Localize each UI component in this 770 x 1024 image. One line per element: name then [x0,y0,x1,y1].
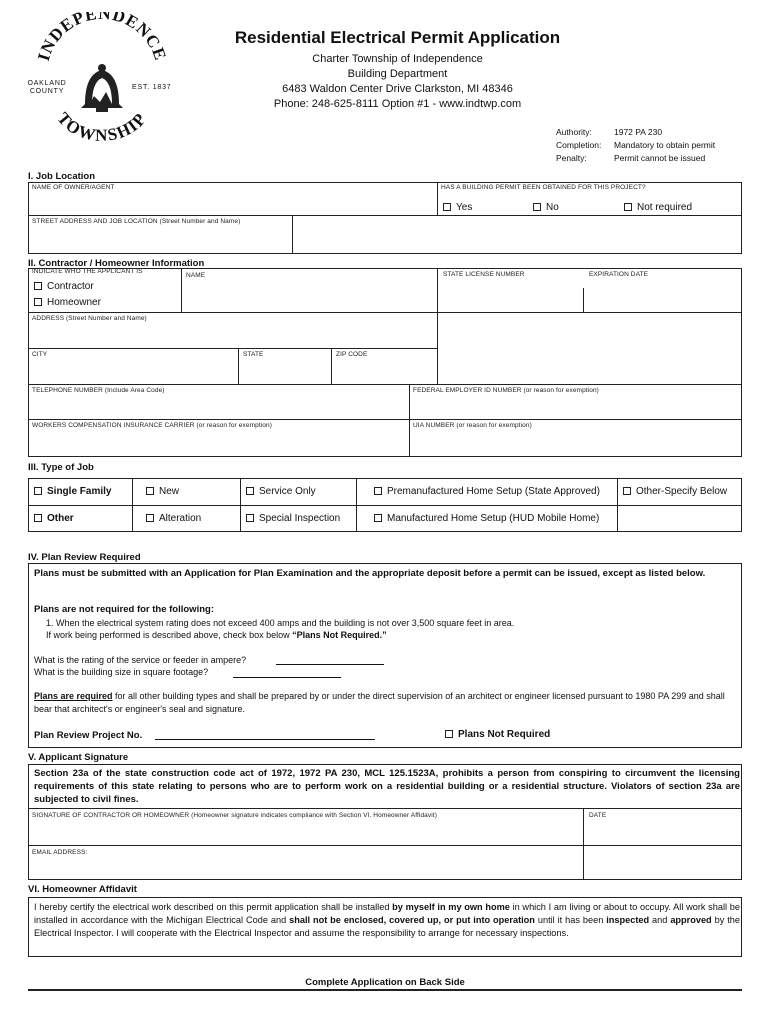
authority-value: 1972 PA 230 [614,127,663,137]
affidavit-text: I hereby certify the electrical work described on this permit application shall be installed by myself in my own home in which I am living or about to occupy. All work shall be installed in accordance with the Michigan Electrical Code and shall not be enclosed, covered up, or put into operation until it has been inspected and approved by the Electrical Inspector. I will cooperate with the Electrical Inspector and assume the responsibility to arrange for necessary inspections. [34,902,741,938]
owner-name-field[interactable] [30,192,435,214]
section-plan-review-title: IV. Plan Review Required [28,552,141,563]
email-label: EMAIL ADDRESS: [32,849,88,856]
logo-left-text-1: OAKLAND [27,80,67,87]
permit-question-label: HAS A BUILDING PERMIT BEEN OBTAINED FOR THIS PROJECT? [441,184,646,191]
new-checkbox[interactable]: New [146,486,179,497]
authority-label: Authority: [556,127,592,137]
contractor-address-label: ADDRESS (Street Number and Name) [32,315,147,322]
completion-label: Completion: [556,140,602,150]
workers-comp-field[interactable] [30,430,407,455]
other-specify-checkbox[interactable]: Other-Specify Below [623,486,727,497]
service-only-checkbox[interactable]: Service Only [246,486,316,497]
svg-text:INDEPENDENCE: INDEPENDENCE [33,12,171,64]
workers-comp-label: WORKERS COMPENSATION INSURANCE CARRIER (or reason for exemption) [32,422,272,429]
zip-code-label: ZIP CODE [336,351,368,358]
header-line-2: Building Department [347,68,448,80]
applicant-type-label: INDICATE WHO THE APPLICANT IS [32,268,143,275]
license-number-field[interactable] [440,288,581,311]
state-label: STATE [243,351,264,358]
form-title: Residential Electrical Permit Application [234,28,561,47]
manufactured-checkbox[interactable]: Manufactured Home Setup (HUD Mobile Home) [374,513,599,524]
permit-not-required-checkbox[interactable]: Not required [624,202,692,213]
permit-no-checkbox[interactable]: No [533,202,559,213]
special-inspection-checkbox[interactable]: Special Inspection [246,513,340,524]
penalty-value: Permit cannot be issued [614,153,706,163]
plan-exception-item-1: 1. When the electrical system rating does not exceed 400 amps and the building is not over 3,500 square feet in area. [46,618,515,628]
building-size-question: What is the building size in square footage? [34,667,209,677]
service-rating-question: What is the rating of the service or feeder in ampere? [34,655,247,665]
service-rating-field[interactable] [276,653,384,665]
zip-code-field[interactable] [333,359,435,383]
uia-number-label: UIA NUMBER (or reason for exemption) [413,422,532,429]
plan-review-project-field[interactable] [155,726,375,740]
township-logo [22,12,182,147]
applicant-name-field[interactable] [184,280,435,311]
logo-right-text: EST. 1837 [132,84,172,91]
uia-number-field[interactable] [411,430,740,455]
footer-note: Complete Application on Back Side [305,977,465,988]
section-contractor-title: II. Contractor / Homeowner Information [28,258,205,269]
street-address-label: STREET ADDRESS AND JOB LOCATION (Street Number and Name) [32,218,241,225]
bell-icon [81,64,123,112]
plans-not-required-checkbox[interactable]: Plans Not Required [445,729,550,740]
telephone-label: TELEPHONE NUMBER (Include Area Code) [32,387,165,394]
licensing-statement: Section 23a of the state construction code act of 1972, 1972 PA 230, MCL 125.1523A, prohibits a person from conspiring to circumvent the licensing requirements of this state relating to persons who are to perform work on a residential building or a residential structure. Violators of section 23a are subjected to civil fines. [34,768,740,805]
authority-block [556,126,715,165]
owner-name-label: NAME OF OWNER/AGENT [32,184,115,191]
state-field[interactable] [240,359,329,383]
premanufactured-checkbox[interactable]: Premanufactured Home Setup (State Approved) [374,486,600,497]
plans-required-text: Plans are required for all other building types and shall be prepared by or under the direct supervision of an architect or engineer licensed pursuant to 1980 PA 299 and shall bear that architect's or engineer's seal and signature. [34,691,725,714]
section-affidavit-title: VI. Homeowner Affidavit [28,884,137,895]
plan-exception-note: If work being performed is described above, check box below “Plans Not Required.” [46,630,387,640]
other-job-checkbox[interactable]: Other [34,513,74,524]
job-location-field[interactable] [294,217,740,252]
section-signature-title: V. Applicant Signature [28,752,129,763]
fein-label: FEDERAL EMPLOYER ID NUMBER (or reason for exemption) [413,387,599,394]
logo-left-text-2: COUNTY [29,88,65,95]
section-type-of-job-title: III. Type of Job [28,462,94,473]
date-field[interactable] [586,820,740,844]
street-address-field[interactable] [30,227,290,252]
telephone-field[interactable] [30,395,407,418]
fein-field[interactable] [411,395,740,418]
contractor-address-field[interactable] [30,323,435,347]
expiration-date-field[interactable] [586,288,740,311]
license-number-label: STATE LICENSE NUMBER [443,271,525,278]
contractor-checkbox[interactable]: Contractor [34,281,94,292]
date-label: DATE [589,812,607,819]
signature-field[interactable] [30,820,581,844]
plans-not-required-heading: Plans are not required for the following: [34,604,214,615]
plan-review-intro: Plans must be submitted with an Application for Plan Examination and the appropriate deposit before a permit can be issued, except as listed below. [34,568,706,579]
header-line-1: Charter Township of Independence [312,53,483,65]
footer-rule [28,989,742,991]
signature-label: SIGNATURE OF CONTRACTOR OR HOMEOWNER (Homeowner signature indicates compliance with Section VI. Homeowner Affidavit) [32,812,437,819]
applicant-name-label: NAME [186,272,206,279]
section-job-location-title: I. Job Location [28,171,96,182]
header-line-4: Phone: 248-625-8111 Option #1 - www.indtwp.com [273,98,522,110]
city-field[interactable] [30,359,236,383]
city-label: CITY [32,351,48,358]
completion-value: Mandatory to obtain permit [614,140,716,150]
permit-yes-checkbox[interactable]: Yes [443,202,472,213]
homeowner-checkbox[interactable]: Homeowner [34,297,101,308]
expiration-date-label: EXPIRATION DATE [589,271,649,278]
header-line-3: 6483 Waldon Center Drive Clarkston, MI 48346 [282,83,513,95]
svg-text:TOWNSHIP: TOWNSHIP [53,108,151,145]
penalty-label: Penalty: [556,153,587,163]
email-field[interactable] [30,857,581,878]
building-size-field[interactable] [233,666,341,678]
alteration-checkbox[interactable]: Alteration [146,513,201,524]
plan-review-project-label: Plan Review Project No. [34,730,143,741]
single-family-checkbox[interactable]: Single Family [34,486,111,497]
